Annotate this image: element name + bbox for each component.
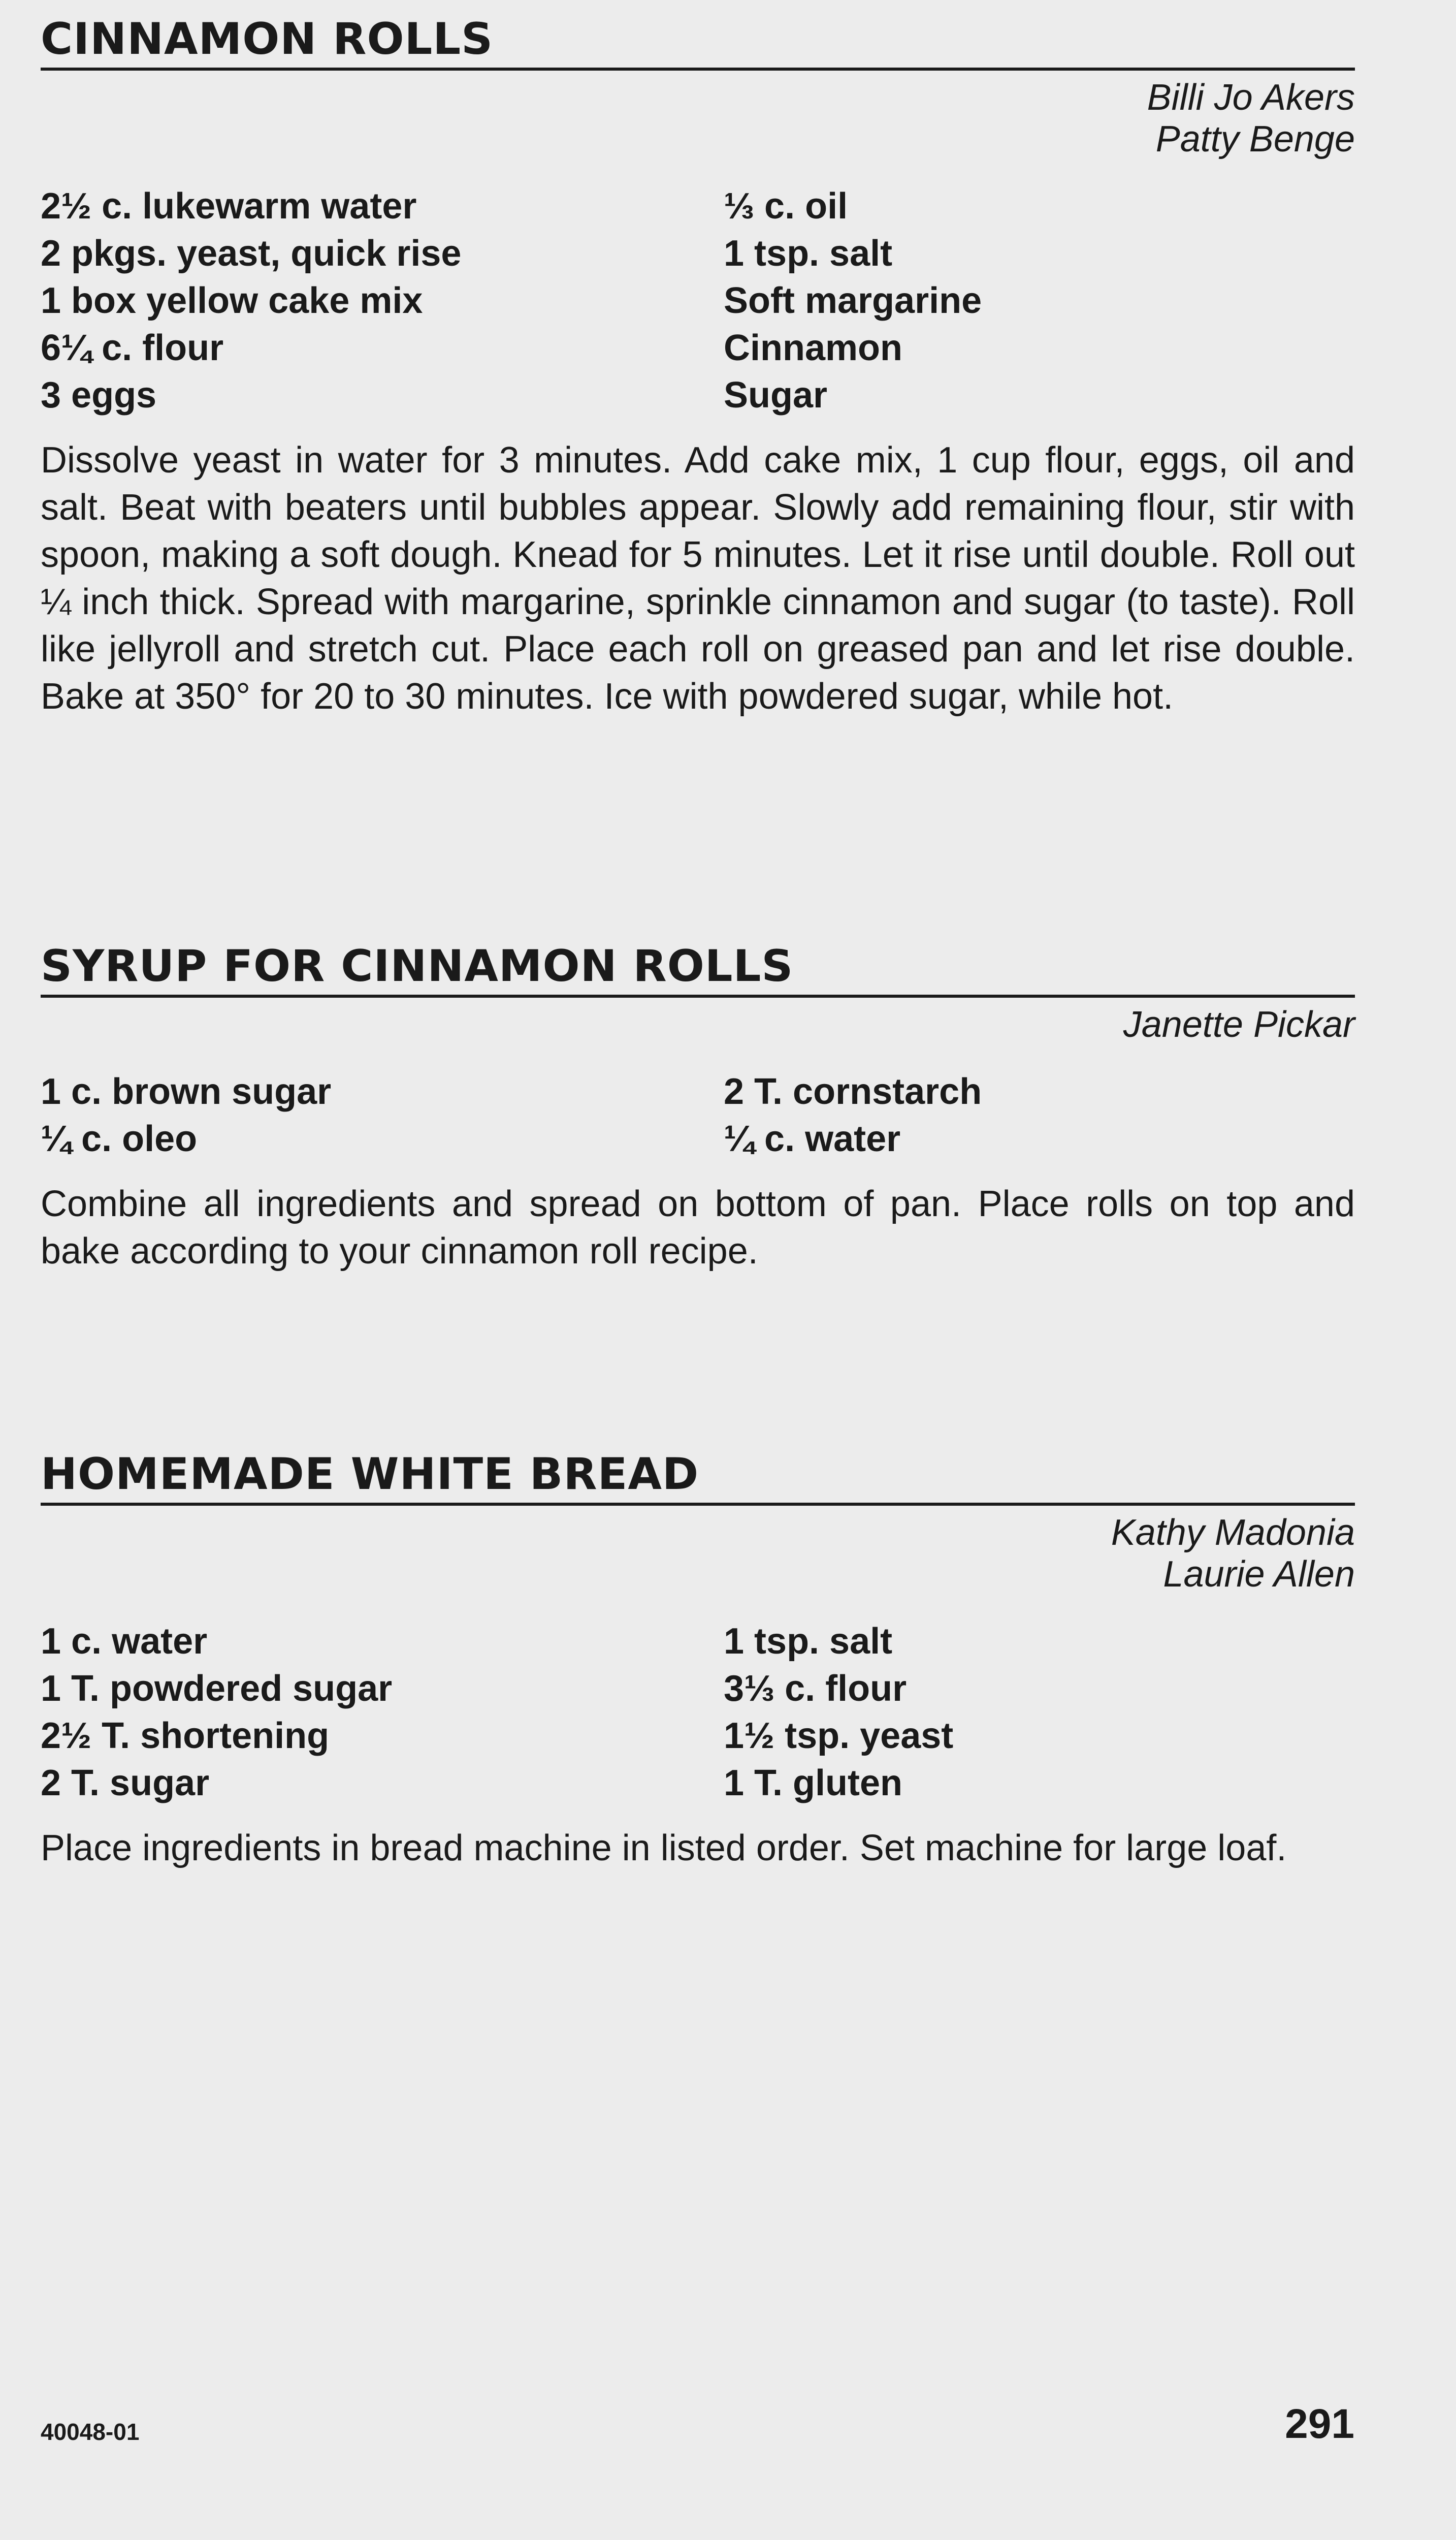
- ingredients-list: [41, 183, 1355, 419]
- recipe-homemade-white-bread: [41, 1450, 1355, 1909]
- author-name: Billi Jo Akers: [1147, 77, 1355, 118]
- ingredient: Sugar: [724, 374, 828, 416]
- recipe-syrup-for-cinnamon-rolls: [41, 942, 1355, 1312]
- ingredient: 3⅓ c. flour: [724, 1668, 907, 1709]
- ingredient: 3 eggs: [41, 374, 157, 416]
- author-name: Janette Pickar: [1123, 1004, 1355, 1045]
- ingredients-right-column: [724, 1618, 1355, 1807]
- ingredient: 2 T. sugar: [41, 1762, 210, 1803]
- ingredients-list: [41, 1618, 1355, 1807]
- ingredient: 2½ T. shortening: [41, 1715, 330, 1756]
- page-number: 291: [1285, 2401, 1354, 2447]
- author-name: Patty Benge: [1155, 118, 1355, 160]
- ingredient: 2½ c. lukewarm water: [41, 185, 417, 227]
- ingredient: 1 tsp. salt: [724, 1621, 893, 1662]
- recipe-cinnamon-rolls: [41, 15, 1355, 757]
- footer-code: 40048-01: [41, 2419, 140, 2445]
- ingredients-left-column: [41, 1618, 724, 1807]
- ingredient: 2 pkgs. yeast, quick rise: [41, 233, 462, 274]
- ingredient: 1 T. powdered sugar: [41, 1668, 393, 1709]
- ingredient: ¼ c. oleo: [41, 1118, 198, 1159]
- recipe-directions: Combine all ingredients and spread on bottom of pan. Place rolls on top and bake according to your cinnamon roll recipe.: [41, 1183, 1355, 1272]
- ingredient: 1½ tsp. yeast: [724, 1715, 954, 1756]
- ingredient: 6¼ c. flour: [41, 327, 224, 368]
- ingredient: ¼ c. water: [724, 1118, 901, 1159]
- ingredients-list: [41, 1068, 1355, 1163]
- recipe-authors: [41, 77, 1355, 160]
- recipe-authors: [41, 1004, 1355, 1045]
- ingredient: 2 T. cornstarch: [724, 1071, 982, 1112]
- ingredient: 1 c. brown sugar: [41, 1071, 332, 1112]
- recipe-title: CINNAMON ROLLS: [41, 15, 1355, 71]
- ingredient: 1 c. water: [41, 1621, 208, 1662]
- ingredient: ⅓ c. oil: [724, 185, 848, 227]
- ingredient: Soft margarine: [724, 280, 982, 321]
- ingredient: Cinnamon: [724, 327, 902, 368]
- ingredient: 1 box yellow cake mix: [41, 280, 423, 321]
- ingredient: 1 T. gluten: [724, 1762, 903, 1803]
- ingredients-left-column: [41, 183, 724, 419]
- recipe-directions: Dissolve yeast in water for 3 minutes. Add cake mix, 1 cup flour, eggs, oil and salt. Beat with beaters until bubbles appear. Slowly add remaining flour, stir with spoon, making a soft dough. Knead for 5 minutes. Let it rise until double. Roll out ¼ inch thick. Spread with margarine, sprinkle cinnamon and sugar (to taste). Roll like jellyroll and stretch cut. Place each roll on greased pan and let rise double. Bake at 350° for 20 to 30 minutes. Ice with powdered sugar, while hot.: [41, 439, 1355, 717]
- recipe-directions: Place ingredients in bread machine in listed order. Set machine for large loaf.: [41, 1827, 1287, 1868]
- recipe-title: HOMEMADE WHITE BREAD: [41, 1450, 1355, 1506]
- ingredients-right-column: [724, 1068, 1355, 1163]
- ingredient: 1 tsp. salt: [724, 233, 893, 274]
- ingredients-right-column: [724, 183, 1355, 419]
- ingredients-left-column: [41, 1068, 724, 1163]
- recipe-title: SYRUP FOR CINNAMON ROLLS: [41, 942, 1355, 998]
- recipe-authors: [41, 1512, 1355, 1595]
- author-name: Kathy Madonia: [1111, 1512, 1355, 1553]
- author-name: Laurie Allen: [1163, 1553, 1355, 1595]
